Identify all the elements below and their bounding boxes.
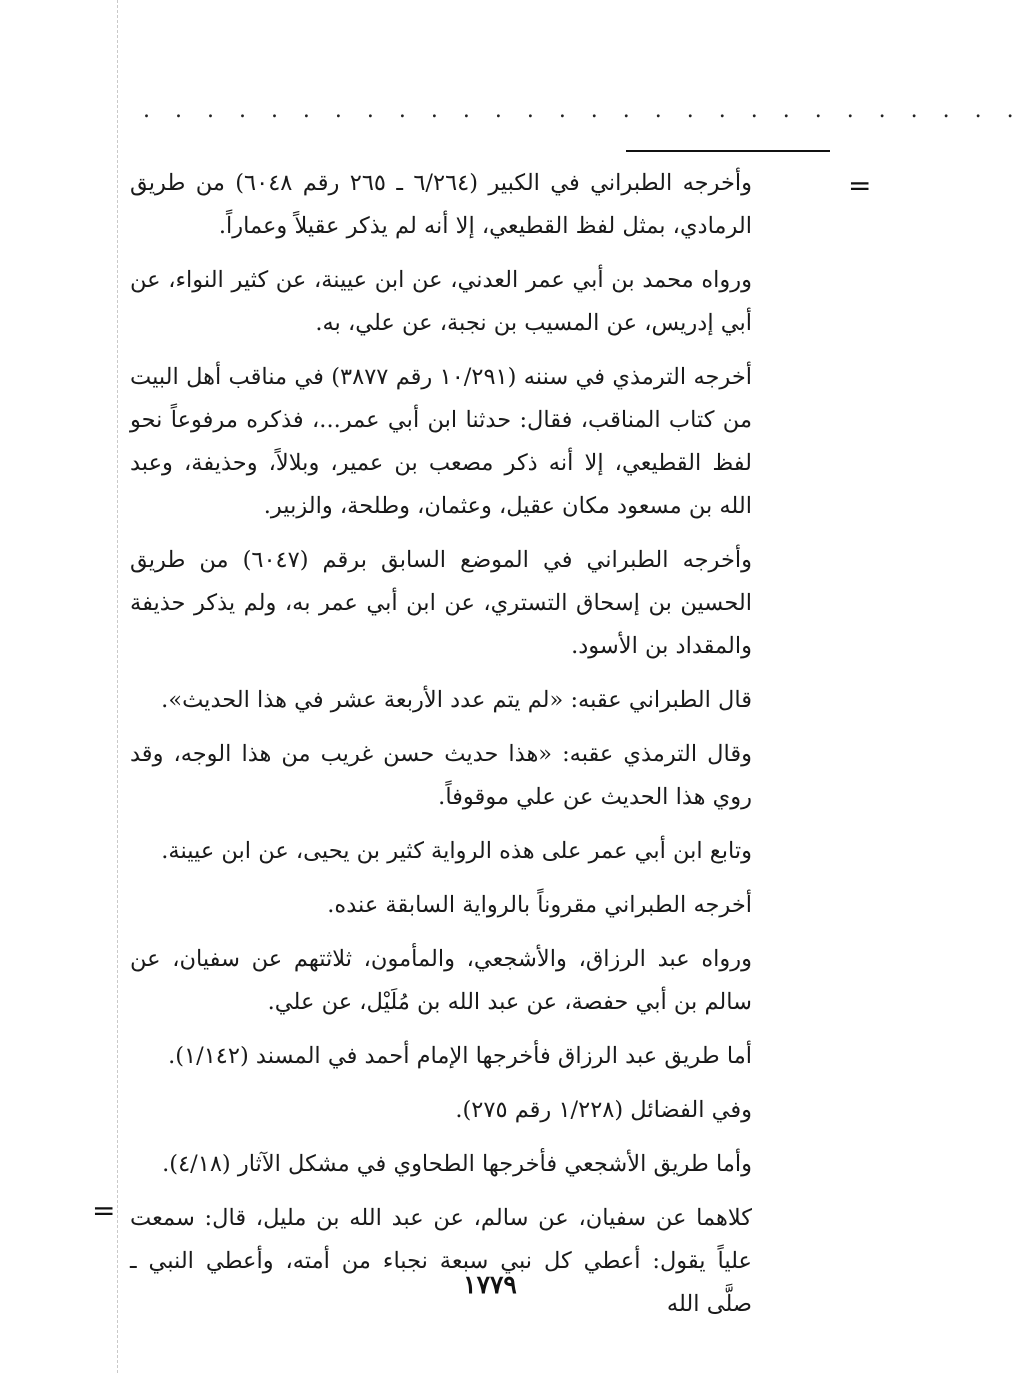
paragraph-11: وفي الفضائل (١/٢٢٨ رقم ٢٧٥). [455, 1097, 752, 1123]
continuation-mark-bottom: = [92, 1194, 116, 1227]
paragraph-8: أخرجه الطبراني مقروناً بالرواية السابقة عنده. [327, 892, 752, 918]
paragraph-2: ورواه محمد بن أبي عمر العدني، عن ابن عيينة، عن كثير النواء، عن أبي إدريس، عن المسيب بن نجبة، عن علي، به. [130, 267, 752, 336]
footnote-text-block [130, 162, 752, 1337]
paragraph-9: ورواه عبد الرزاق، والأشجعي، والمأمون، ثلاثتهم عن سفيان، عن سالم بن أبي حفصة، عن عبد الله بن مُلَيْل، عن علي. [130, 946, 752, 1015]
paragraph-7: وتابع ابن أبي عمر على هذه الرواية كثير بن يحيى، عن ابن عيينة. [161, 838, 752, 864]
paragraph-4: وأخرجه الطبراني في الموضع السابق برقم (٦٠٤٧) من طريق الحسين بن إسحاق التستري، عن ابن أبي عمر به، ولم يذكر حذيفة والمقداد بن الأسود. [130, 547, 752, 659]
paragraph-13: كلاهما عن سفيان، عن سالم، عن عبد الله بن مليل، قال: سمعت علياً يقول: أعطي كل نبي سبعة نجباء من أمته، وأعطي النبي ـ صلَّى الله [130, 1205, 752, 1317]
paragraph-10: أما طريق عبد الرزاق فأخرجها الإمام أحمد في المسند (١/١٤٢). [168, 1043, 752, 1069]
paragraph-12: وأما طريق الأشجعي فأخرجها الطحاوي في مشكل الآثار (٤/١٨). [162, 1151, 752, 1177]
dotted-separator: . . . . . . . . . . . . . . . . . . . . . . . . . . . . [143, 98, 1023, 123]
paragraph-6: وقال الترمذي عقبه: «هذا حديث حسن غريب من هذا الوجه، وقد روي هذا الحديث عن علي موقوفاً. [130, 741, 752, 810]
margin-guide-line [117, 0, 118, 1373]
continuation-mark-top: = [848, 169, 872, 202]
page-number: ١٧٧٩ [463, 1270, 517, 1299]
footnote-rule [626, 150, 830, 152]
paragraph-5: قال الطبراني عقبه: «لم يتم عدد الأربعة عشر في هذا الحديث». [161, 687, 752, 713]
paragraph-3: أخرجه الترمذي في سننه (١٠/٢٩١ رقم ٣٨٧٧) في مناقب أهل البيت من كتاب المناقب، فقال: حدثنا ابن أبي عمر...، فذكره مرفوعاً نحو لفظ القطيعي، إلا أنه ذكر مصعب بن عمير، وبلالاً، وحذيفة، وعبد الله بن مسعود مكان عقيل، وعثمان، وطلحة، والزبير. [130, 364, 752, 519]
paragraph-1: وأخرجه الطبراني في الكبير (٦/٢٦٤ ـ ٢٦٥ رقم ٦٠٤٨) من طريق الرمادي، بمثل لفظ القطيعي، إلا أنه لم يذكر عقيلاً وعماراً. [130, 170, 752, 239]
